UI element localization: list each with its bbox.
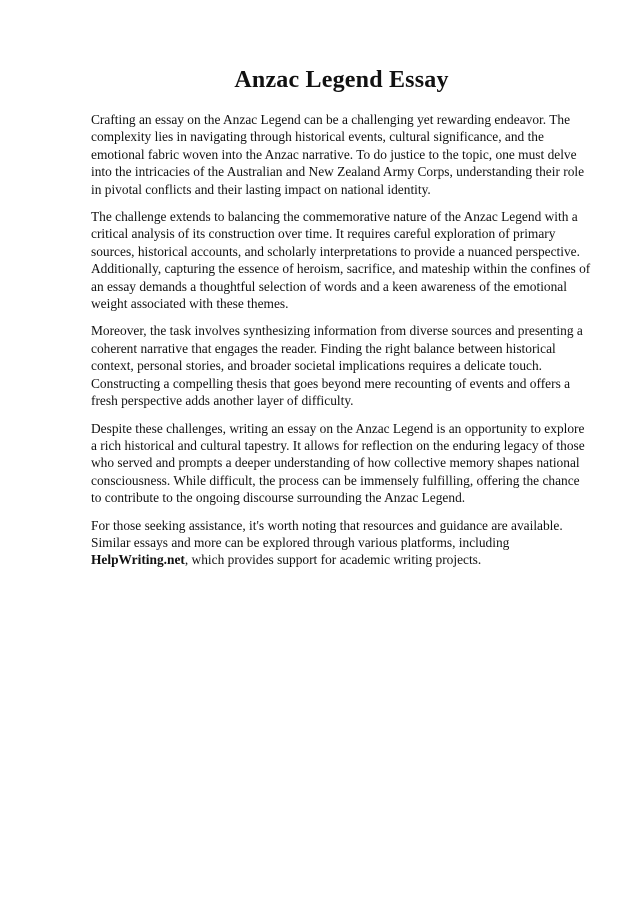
paragraph-3: Moreover, the task involves synthesizing information from diverse sources and presenting a coherent narrative that engages the reader. Finding the right balance between historical context, personal stories, and broader societal implications requires a delicate touch. Constructing a compelling thesis that goes beyond mere recounting of events and offers a fresh perspective adds another layer of difficulty.	[91, 323, 583, 409]
closing-text-after: , which provides support for academic writing projects.	[184, 552, 482, 568]
closing-paragraph	[91, 517, 592, 569]
document-title: Anzac Legend Essay	[234, 67, 449, 93]
paragraph-4: Despite these challenges, writing an essay on the Anzac Legend is an opportunity to explore a rich historical and cultural tapestry. It allows for reflection on the enduring legacy of those who served and prompts a deeper understanding of how collective memory shapes national consciousness. While difficult, the process can be immensely fulfilling, offering the chance to contribute to the ongoing discourse surrounding the Anzac Legend.	[91, 420, 585, 506]
helpwriting-link[interactable]: HelpWriting.net	[91, 552, 185, 568]
paragraph-1: Crafting an essay on the Anzac Legend can be a challenging yet rewarding endeavor. The complexity lies in navigating through historical events, cultural significance, and the emotional fabric woven into the Anzac narrative. To do justice to the topic, one must delve into the intricacies of the Australian and New Zealand Army Corps, understanding their role in pivotal conflicts and their lasting impact on national identity.	[91, 112, 585, 197]
paragraph-2: The challenge extends to balancing the commemorative nature of the Anzac Legend with a critical analysis of its construction over time. It requires careful exploration of primary sources, historical accounts, and scholarly interpretations to provide a nuanced perspective. Additionally, capturing the essence of heroism, sacrifice, and mateship within the confines of an essay demands a thoughtful selection of words and a keen awareness of the emotional weight associated with these themes.	[91, 209, 591, 312]
closing-text-before: For those seeking assistance, it's worth noting that resources and guidance are available. Similar essays and more can be explored through various platforms, including	[91, 517, 563, 550]
